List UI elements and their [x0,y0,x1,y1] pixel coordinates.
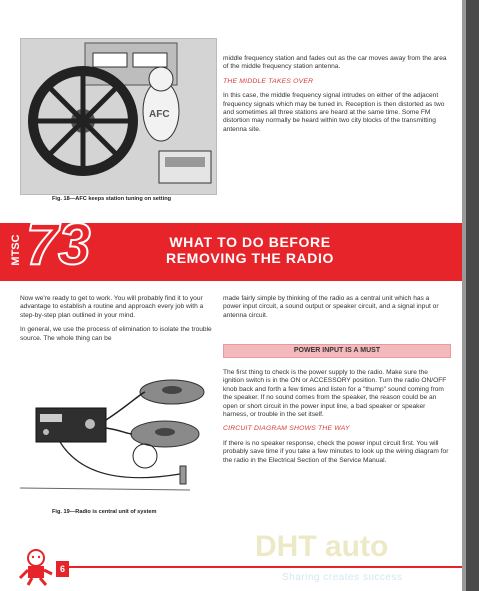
lower-right-column-2 [223,369,449,471]
lower-right-paragraph-1: made fairly simple by thinking of the radio as a central unit which has a power input circuit, a sound output or speaker circuit, and a signal input or antenna circuit. [223,295,439,319]
afc-steering-wheel-drawing [21,39,216,194]
mtsc-logo-number: 73 [26,212,91,277]
circuit-diagram-heading: CIRCUIT DIAGRAM SHOWS THE WAY [223,425,350,433]
figure-18-illustration [20,38,217,195]
mascot-drawing [18,548,54,586]
radio-system-drawing [20,364,215,504]
top-right-column [223,55,449,140]
middle-takes-over-text: In this case, the middle frequency signal intrudes on either of the adjacent frequency signals which may be tuned in. Reception is then distorted as two and sometimes all three stations are heard at the same time. Some FM distortion may normally be heard within two city blocks of the transmitting antenna site. [223,92,445,133]
power-input-paragraph: The first thing to check is the power supply to the radio. Make sure the ignition switch is in the ON or ACCESSORY position. Turn the radio ON/OFF knob back and forth a few times and listen for a "thump" sound coming from the speaker. If no sound comes from the speaker, the reason could be an open or short circuit in the power input line, a bad speaker or speaker harness, or trouble in the set itself. [223,369,447,419]
lower-left-paragraph-2: In general, we use the process of elimination to isolate the trouble source. The whole thing can be [20,326,212,342]
circuit-diagram-paragraph: If there is no speaker response, check the power input circuit first. You will probably save time if you take a few minutes to look up the wiring diagram for the radio in the Electrical Section of the Service Manual. [223,439,449,464]
afc-label: AFC [149,109,170,120]
figure-19-caption: Fig. 19—Radio is central unit of system [52,509,157,515]
middle-takes-over-heading: THE MIDDLE TAKES OVER [223,77,314,85]
watermark-tagline: Sharing creates success [282,572,403,583]
figure-19-illustration [20,364,215,504]
lower-left-paragraph-1: Now we're ready to get to work. You will probably find it to your advantage to establish a routine and approach every job with a step-by-step plan outlined in your mind. [20,295,204,319]
banner-title-line2: REMOVING THE RADIO [166,250,334,266]
footer-rule [66,566,462,568]
page-number: 6 [56,561,69,577]
power-input-section-title: POWER INPUT IS A MUST [223,344,451,358]
page-binding-shadow [466,0,479,591]
banner-title-line1: WHAT TO DO BEFORE [169,234,331,250]
lower-right-column [223,295,449,326]
mtsc-logo-text: MTSC [10,234,22,266]
mascot-icon [18,548,54,586]
banner-title [120,234,380,266]
lower-left-column [20,295,215,349]
intro-paragraph: middle frequency station and fades out as the car moves away from the area of the middle frequency station antenna. [223,55,447,71]
figure-18-caption: Fig. 18—AFC keeps station tuning on setting [52,196,172,202]
watermark-logo: DHT auto [255,530,389,563]
mtsc-logo [4,228,28,276]
